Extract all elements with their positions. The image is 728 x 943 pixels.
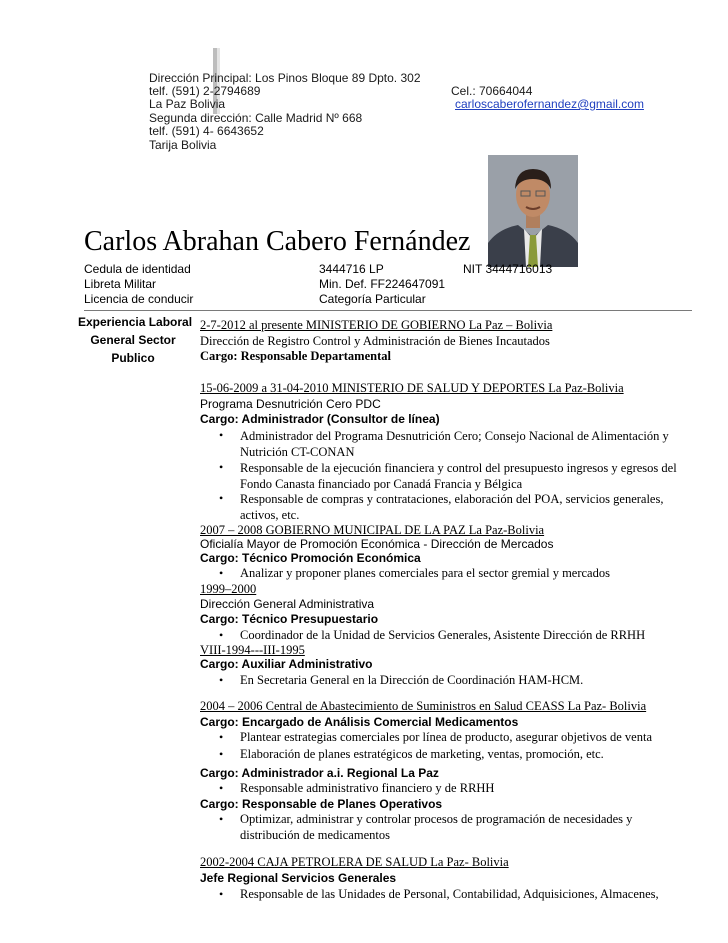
job4-years: 1999–2000: [200, 582, 257, 596]
job3-department: Oficialía Mayor de Promoción Económica - Dirección de Mercados: [200, 537, 554, 551]
job6-role3: Cargo: Responsable de Planes Operativos: [200, 797, 443, 811]
job6-role1: Cargo: Encargado de Análisis Comercial Medicamentos: [200, 715, 519, 729]
job6-header: 2004 – 2006 Central de Abastecimiento de Suministros en Salud CEASS La Paz- Bolivia: [200, 699, 647, 713]
section-label-line2: General Sector: [90, 333, 176, 347]
job5-bullet1: En Secretaria General en la Dirección de Coordinación HAM-HCM.: [240, 673, 584, 687]
job1-header: 2-7-2012 al presente MINISTERIO DE GOBIERNO La Paz – Bolivia: [200, 318, 553, 332]
job6-role2: Cargo: Administrador a.i. Regional La Paz: [200, 766, 439, 780]
military-label: Libreta Militar: [84, 277, 157, 291]
job4-bullet1: Coordinador de la Unidad de Servicios Generales, Asistente Dirección de RRHH: [240, 628, 646, 642]
id-label: Cedula de identidad: [84, 262, 191, 276]
job2-header: 15-06-2009 a 31-04-2010 MINISTERIO DE SALUD Y DEPORTES La Paz-Bolivia: [200, 381, 624, 395]
job5-role: Cargo: Auxiliar Administrativo: [200, 657, 373, 671]
bullet-icon: •: [219, 628, 224, 642]
bullet-icon: •: [219, 887, 224, 901]
job7-bullet1: Responsable de las Unidades de Personal, Contabilidad, Adquisiciones, Almacenes,: [240, 887, 659, 901]
job3-bullet1: Analizar y proponer planes comerciales para el sector gremial y mercados: [240, 566, 610, 580]
license-value: Categoría Particular: [319, 292, 426, 306]
license-label: Licencia de conducir: [84, 292, 194, 306]
job4-department: Dirección General Administrativa: [200, 597, 375, 611]
job7-header: 2002-2004 CAJA PETROLERA DE SALUD La Paz- Bolivia: [200, 855, 509, 869]
job5-years: VIII-1994---III-1995: [200, 643, 305, 657]
bullet-icon: •: [219, 673, 224, 687]
job1-department: Dirección de Registro Control y Administración de Bienes Incautados: [200, 334, 550, 348]
profile-photo: [488, 155, 578, 267]
bullet-icon: •: [219, 747, 224, 761]
address-secondary: Segunda dirección: Calle Madrid Nº 668: [149, 111, 363, 125]
job2-bullet3: Responsable de compras y contrataciones, elaboración del POA, servicios generales, activos, etc.: [240, 492, 664, 522]
job3-header: 2007 – 2008 GOBIERNO MUNICIPAL DE LA PAZ La Paz-Bolivia: [200, 523, 545, 537]
job2-bullet1: Administrador del Programa Desnutrición Cero; Consejo Nacional de Alimentación y Nutrición CT-CONAN: [240, 429, 669, 459]
bullet-icon: •: [219, 730, 224, 744]
city-primary: La Paz Bolivia: [149, 97, 226, 111]
bullet-icon: •: [219, 781, 224, 795]
job2-role: Cargo: Administrador (Consultor de línea): [200, 412, 440, 426]
job6-bullet2: Elaboración de planes estratégicos de marketing, ventas, promoción, etc.: [240, 747, 604, 761]
section-divider: [84, 310, 692, 311]
job6-bullet1: Plantear estrategias comerciales por línea de producto, asegurar objetivos de venta: [240, 730, 652, 744]
portrait-image: [488, 155, 578, 267]
bullet-icon: •: [219, 428, 224, 442]
job3-role: Cargo: Técnico Promoción Económica: [200, 551, 421, 565]
address-primary: Dirección Principal: Los Pinos Bloque 89 Dpto. 302: [149, 71, 421, 85]
bullet-icon: •: [219, 491, 224, 505]
bullet-icon: •: [219, 812, 224, 826]
bullet-icon: •: [219, 566, 224, 580]
phone-primary: telf. (591) 2-2794689: [149, 84, 261, 98]
job2-bullet2: Responsable de la ejecución financiera y control del presupuesto ingresos y egresos del Fondo Canasta financiado por Canadá Francia y Bélgica: [240, 461, 677, 491]
job1-role: Cargo: Responsable Departamental: [200, 349, 391, 363]
cell-phone: Cel.: 70664044: [451, 84, 533, 98]
section-label-line1: Experiencia Laboral: [78, 315, 193, 329]
email-link[interactable]: carloscaberofernandez@gmail.com: [455, 97, 644, 111]
nit-value: NIT 3444716013: [463, 262, 553, 276]
job6-bullet4: Optimizar, administrar y controlar procesos de programación de necesidades y distribución de medicamentos: [240, 812, 633, 842]
bullet-icon: •: [219, 460, 224, 474]
job7-role: Jefe Regional Servicios Generales: [200, 871, 397, 885]
job6-bullet3: Responsable administrativo financiero y de RRHH: [240, 781, 495, 795]
section-label-line3: Publico: [111, 351, 155, 365]
id-value: 3444716 LP: [319, 262, 384, 276]
full-name: Carlos Abrahan Cabero Fernández: [84, 226, 471, 257]
phone-secondary: telf. (591) 4- 6643652: [149, 124, 264, 138]
military-value: Min. Def. FF224647091: [319, 277, 446, 291]
city-secondary: Tarija Bolivia: [149, 138, 217, 152]
job2-program: Programa Desnutrición Cero PDC: [200, 397, 381, 411]
job4-role: Cargo: Técnico Presupuestario: [200, 612, 379, 626]
